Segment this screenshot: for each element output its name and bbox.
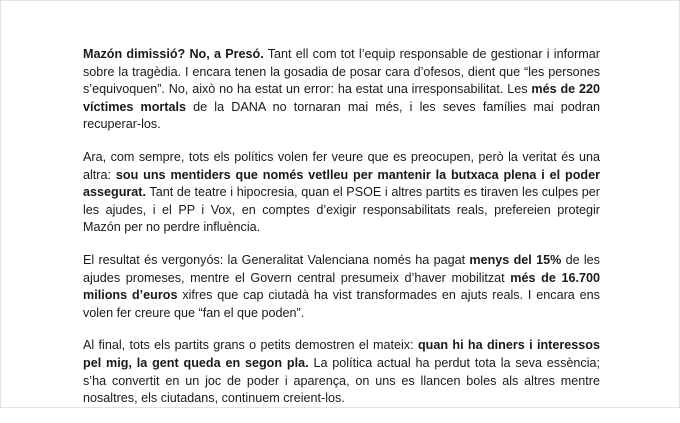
paragraph-2 [83, 149, 600, 237]
text-segment: Tant ell com tot l’equip responsable de gestionar i informar sobre la tragèdia. I encara tenen la gosadia de posar cara d’ofesos, dient que “les persones s’equivoquen”. No, això no ha estat un error: ha estat una irresponsabilitat. Les [83, 47, 600, 97]
paragraph-4 [83, 337, 600, 407]
text-segment: Tant de teatre i hipocresia, quan el PSOE i altres partits es tiraven les culpes per les ajudes, i el PP i Vox, en comptes d’exigir responsabilitats reals, prefereien protegir Mazón per no perdre influència. [83, 185, 600, 235]
document-body [83, 46, 600, 423]
text-segment: quan hi ha diners i interessos pel mig, la gent queda en segon pla. [83, 338, 600, 370]
text-segment: de la DANA no tornaran mai més, i les seves famílies mai podran recuperar-los. [83, 99, 600, 132]
text-segment: sou uns mentiders que només vetlleu per mantenir la butxaca plena i el poder assegurat. [83, 167, 601, 200]
text-segment: Mazón dimissió? No, a Presó. [83, 47, 264, 61]
text-segment: Ara, com sempre, tots els polítics volen fer veure que es preocupen, però la veritat és una altra: [83, 149, 600, 182]
paragraph-1 [83, 46, 600, 134]
text-segment: xifres que cap ciutadà ha vist transformades en ajuts reals. I encara ens volen fer creure que “fan el que poden”. [83, 288, 600, 320]
paragraph-3 [83, 252, 600, 322]
text-segment: menys del 15% [469, 252, 562, 267]
text-segment: Al final, tots els partits grans o petits demostren el mateix: [83, 338, 418, 353]
text-segment: més de 220 víctimes mortals [83, 82, 601, 114]
text-segment: de les ajudes promeses, mentre el Govern central presumeix d’haver mobilitzat [83, 252, 600, 285]
text-segment: La política actual ha perdut tota la seva essència; s’ha convertit en un joc de poder i aparença, on uns es llancen boles als altres mentre nosaltres, els ciutadans, continuem creient-los. [83, 355, 600, 406]
text-segment: més de 16.700 milions d’euros [83, 270, 600, 303]
text-segment: El resultat és vergonyós: la Generalitat Valenciana només ha pagat [83, 252, 470, 267]
